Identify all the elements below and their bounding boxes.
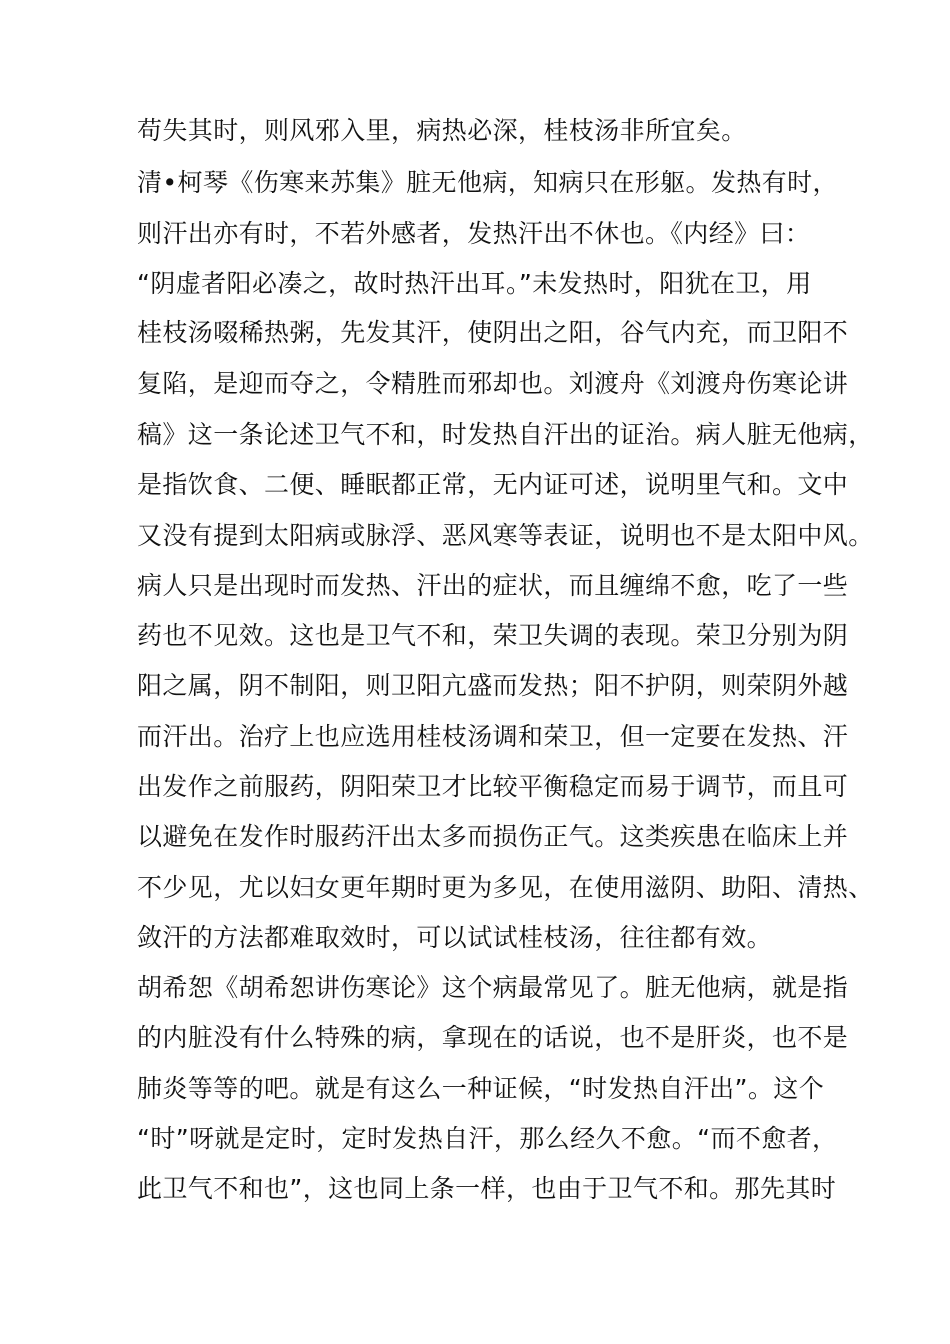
text-line: 桂枝汤啜稀热粥，先发其汗，使阴出之阳，谷气内充，而卫阳不: [137, 318, 849, 347]
text-line: 又没有提到太阳病或脉浮、恶风寒等表证，说明也不是太阳中风。: [137, 521, 874, 550]
text-line: 阳之属，阴不制阳，则卫阳亢盛而发热；阳不护阴，则荣阴外越: [137, 671, 849, 700]
text-line: 敛汗的方法都难取效时，可以试试桂枝汤，往往都有效。: [137, 923, 773, 952]
text-line: 是指饮食、二便、睡眠都正常，无内证可述，说明里气和。文中: [137, 470, 849, 499]
text-line: 复陷，是迎而夺之，令精胜而邪却也。刘渡舟《刘渡舟伤寒论讲: [137, 369, 849, 398]
text-line: 的内脏没有什么特殊的病，拿现在的话说，也不是肝炎，也不是: [137, 1023, 849, 1052]
text-line: 胡希恕《胡希恕讲伤寒论》这个病最常见了。脏无他病，就是指: [137, 973, 849, 1002]
text-line: 以避免在发作时服药汗出太多而损伤正气。这类疾患在临床上并: [137, 822, 849, 851]
text-line: 出发作之前服药，阴阳荣卫才比较平衡稳定而易于调节，而且可: [137, 772, 849, 801]
text-line: 而汗出。治疗上也应选用桂枝汤调和荣卫，但一定要在发热、汗: [137, 722, 849, 751]
text-line: “阴虚者阳必凑之，故时热汗出耳。”未发热时，阳犹在卫，用: [137, 269, 812, 298]
text-line: 药也不见效。这也是卫气不和，荣卫失调的表现。荣卫分别为阴: [137, 621, 849, 650]
text-line: 此卫气不和也”，这也同上条一样，也由于卫气不和。那先其时: [137, 1174, 837, 1203]
text-line: 病人只是出现时而发热、汗出的症状，而且缠绵不愈，吃了一些: [137, 571, 849, 600]
text-line: 则汗出亦有时，不若外感者，发热汗出不休也。《内经》曰：: [137, 219, 811, 248]
text-line: 不少见，尤以妇女更年期时更为多见，在使用滋阴、助阳、清热、: [137, 873, 874, 902]
text-line: 清•柯琴《伤寒来苏集》脏无他病，知病只在形躯。发热有时，: [137, 168, 838, 197]
text-line: 肺炎等等的吧。就是有这么一种证候，“时发热自汗出”。这个: [137, 1074, 825, 1103]
text-line: 苟失其时，则风邪入里，病热必深，桂枝汤非所宜矣。: [137, 116, 747, 145]
text-line: “时”呀就是定时，定时发热自汗，那么经久不愈。“而不愈者，: [137, 1124, 838, 1153]
text-line: 稿》这一条论述卫气不和，时发热自汗出的证治。病人脏无他病，: [137, 420, 874, 449]
